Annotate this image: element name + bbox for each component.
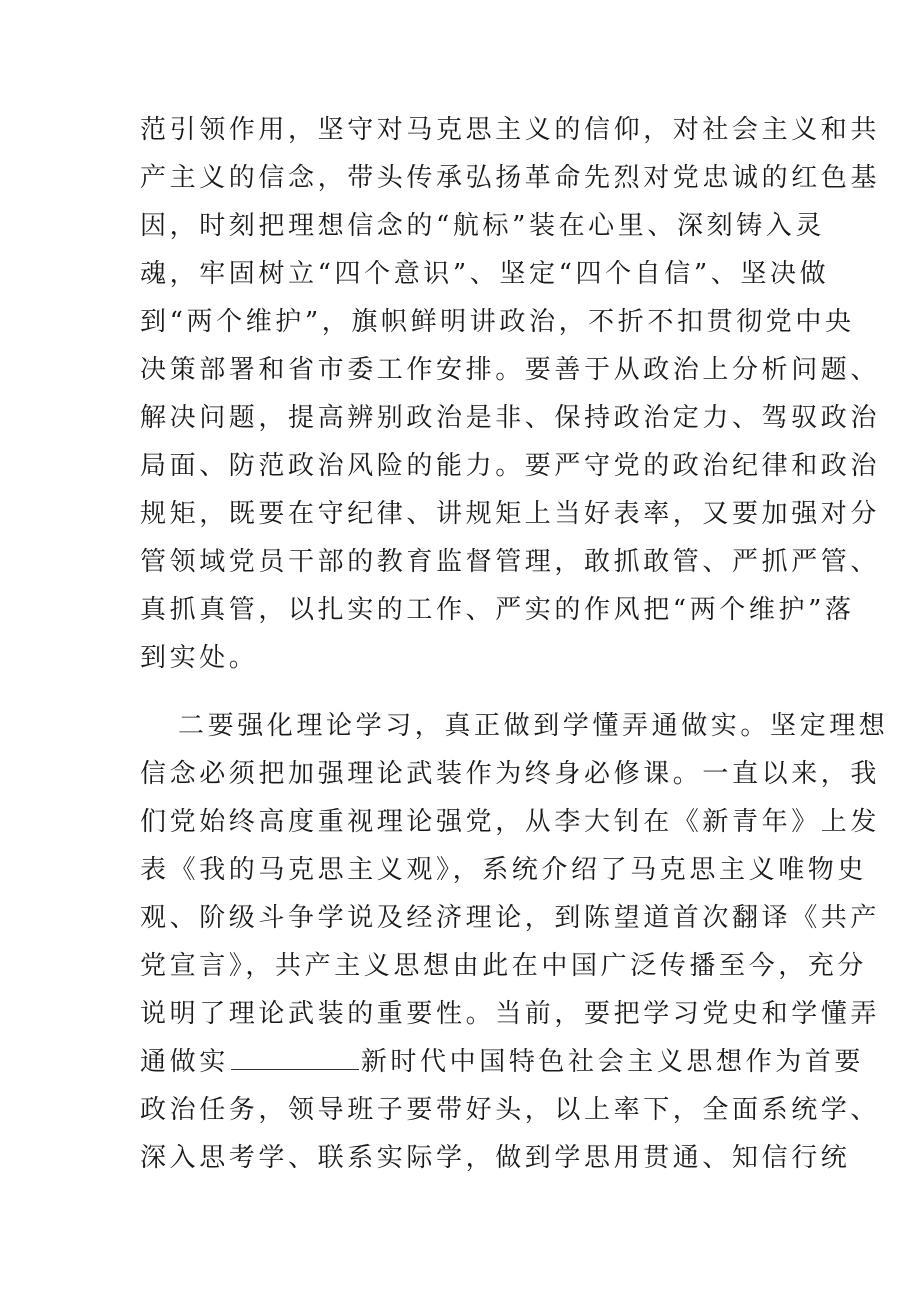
text-line: 二要强化理论学习，真正做到学懂弄通做实。坚定理想 (178, 711, 889, 741)
text-line: 党宣言》，共产主义思想由此在中国广泛传播至今，充分 (140, 951, 868, 981)
text-line-with-blank (140, 1046, 864, 1078)
text-line: 真抓真管，以扎实的工作、严实的作风把“两个维护”落 (140, 595, 855, 625)
text-line: 规矩，既要在守纪律、讲规矩上当好表率，又要加强对分 (140, 499, 881, 529)
text-line: 局面、防范政治风险的能力。要严守党的政治纪律和政治 (140, 451, 881, 481)
text-line: 深入思考学、联系实际学，做到学思用贯通、知信行统 (140, 1143, 851, 1173)
text-line: 观、阶级斗争学说及经济理论，到陈望道首次翻译《共产 (140, 903, 881, 933)
text-line: 们党始终高度重视理论强党，从李大钊在《新青年》上发 (140, 807, 881, 837)
text-line: 产主义的信念，带头传承弘扬革命先烈对党忠诚的红色基 (140, 163, 881, 193)
text-line: 表《我的马克思主义观》，系统介绍了马克思主义唯物史 (140, 855, 868, 885)
text-line: 到“两个维护”，旗帜鲜明讲政治，不折不扣贯彻党中央 (140, 307, 855, 337)
fill-in-blank (231, 1047, 359, 1070)
text-line: 因，时刻把理想信念的“航标”装在心里、深刻铸入灵 (140, 211, 825, 241)
text-line: 范引领作用，坚守对马克思主义的信仰，对社会主义和共 (140, 115, 881, 145)
text-line: 魂，牢固树立“四个意识”、坚定“四个自信”、坚决做 (140, 259, 830, 289)
text-line: 到实处。 (140, 643, 259, 673)
text-line: 管领域党员干部的教育监督管理，敢抓敢管、严抓严管、 (140, 547, 881, 577)
text-line: 解决问题，提高辨别政治是非、保持政治定力、驾驭政治 (140, 403, 881, 433)
blank-after-text: 新时代中国特色社会主义思想作为首要 (360, 1047, 865, 1077)
text-line: 信念必须把加强理论武装作为终身必修课。一直以来，我 (140, 759, 881, 789)
text-line: 政治任务，领导班子要带好头，以上率下，全面系统学、 (140, 1095, 881, 1125)
text-line: 决策部署和省市委工作安排。要善于从政治上分析问题、 (140, 355, 881, 385)
text-line: 说明了理论武装的重要性。当前，要把学习党史和学懂弄 (140, 999, 881, 1029)
blank-before-text: 通做实 (140, 1047, 229, 1077)
